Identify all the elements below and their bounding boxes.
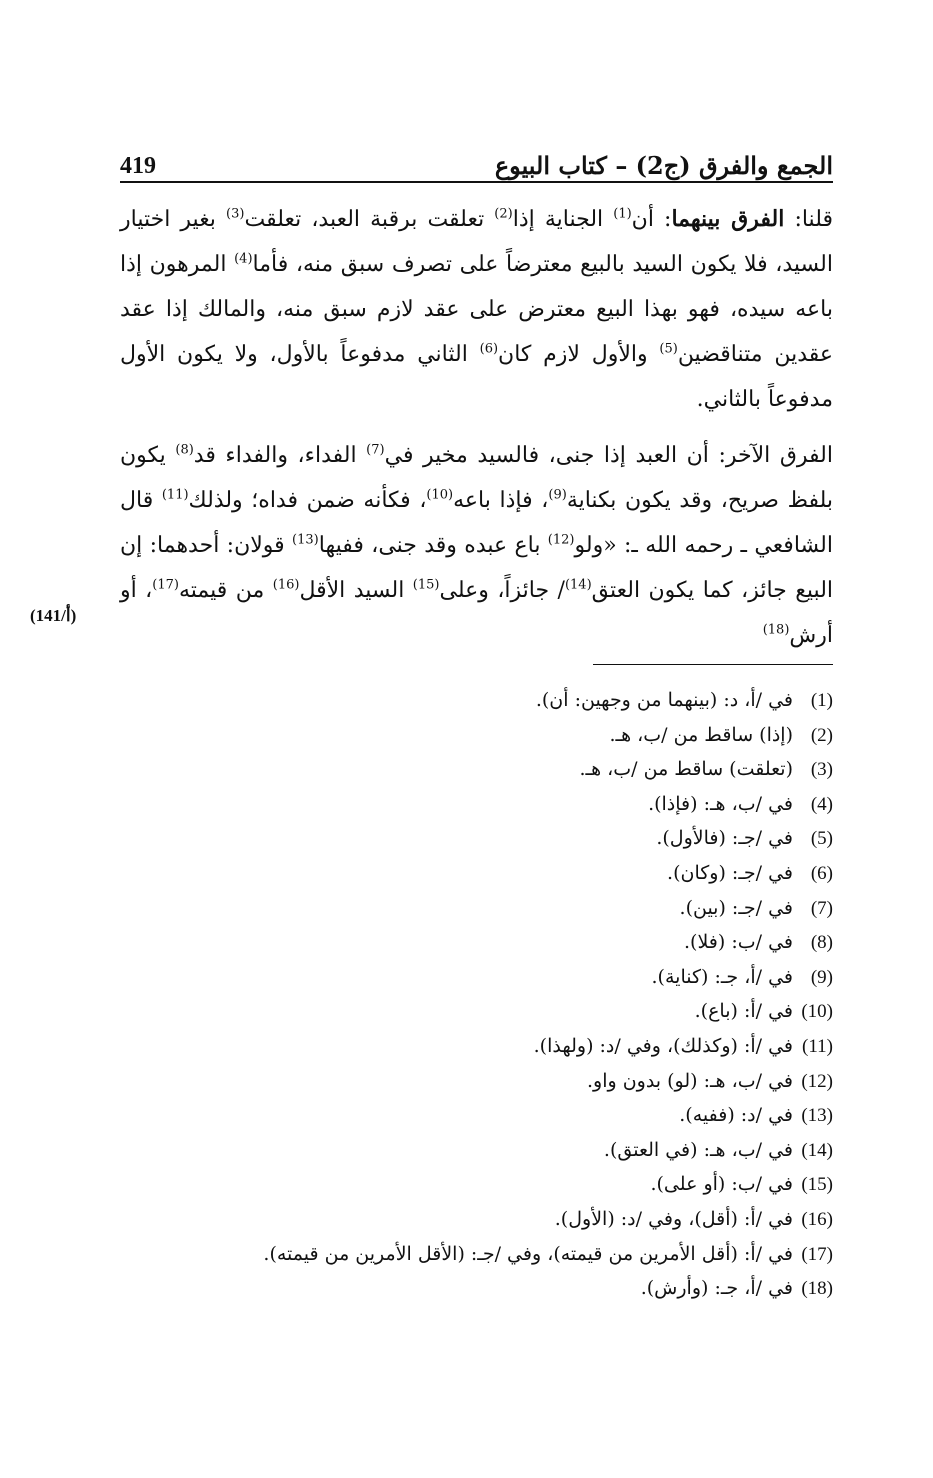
footnote-ref: (14) (564, 577, 592, 593)
footnote-text: (إذا) ساقط من /ب، هـ. (609, 723, 793, 746)
text-span: يكون بلفظ صريح، وقد يكون بكناية (120, 443, 834, 513)
footnote-text: في /جـ: (فالأول). (656, 827, 793, 850)
text-span: الفرق الآخر: أن العبد إذا جنى، فالسيد مخير في (384, 443, 833, 468)
text-span: باع عبده وقد جنى، ففيها (318, 533, 548, 558)
footnote-number: (16) (801, 1208, 833, 1230)
footnote-text: في /أ: (أقل الأمرين من قيمته)، وفي /جـ: (الأقل الأمرين من قيمته). (263, 1242, 793, 1265)
footnote-ref: (7) (366, 442, 385, 458)
text-span: قلنا: (784, 207, 833, 232)
footnote-number: (11) (802, 1035, 833, 1057)
footnote-number: (17) (801, 1243, 833, 1265)
footnote-ref: (17) (152, 577, 179, 593)
footnote-text: في /أ، جـ: (وأرش). (640, 1277, 793, 1300)
footnote-ref: (18) (762, 622, 790, 638)
footnote-number: (15) (801, 1174, 833, 1196)
footnote-ref: (10) (426, 487, 454, 503)
footnote-number: (2) (810, 724, 833, 746)
text-span: قولان: أحدهما: إن البيع جائز، كما يكون العتق (120, 533, 834, 603)
footnote-item (193, 1029, 833, 1064)
paragraph-2 (120, 433, 833, 658)
text-span: من قيمته (179, 578, 273, 603)
footnote-number: (14) (801, 1139, 833, 1161)
text-span: الثاني مدفوعاً بالأول، ولا يكون الأول مدفوعاً بالثاني. (120, 342, 833, 412)
header-rule (120, 181, 833, 183)
footnote-item (193, 891, 833, 926)
footnote-text: في /ب، هـ: (فإذا). (648, 792, 793, 815)
footnote-text: في /أ، د: (بينهما من وجهين: أن). (535, 689, 793, 711)
footnote-number: (18) (801, 1278, 833, 1300)
text-span: المرهون إذا باعه سيده، فهو بهذا البيع معترض على عقد لازم سبق منه، والمالك إذا عقد عقدين متناقضين (120, 252, 834, 367)
footnote-item (193, 1133, 833, 1168)
footnote-text: في /ب، هـ: (في العتق). (603, 1138, 793, 1161)
footnote-ref: (13) (292, 532, 319, 548)
footnote-ref: (9) (548, 487, 567, 503)
footnote-text: في /أ: (باع). (694, 1000, 793, 1023)
running-title: الجمع والفرق (ج2) – كتاب البيوع (494, 151, 833, 180)
text-span: الفداء، والفداء قد (193, 443, 367, 468)
footnote-text: في /د: (ففيه). (679, 1104, 793, 1127)
text-span: ، أو أرش (120, 578, 833, 648)
footnote-number: (12) (801, 1070, 833, 1092)
text-span: تعلقت برقبة العبد، تعلقت (244, 207, 495, 232)
footnote-item (193, 683, 833, 718)
footnote-number: (4) (810, 793, 833, 815)
footnote-text: في /جـ: (وكان). (667, 861, 793, 884)
footnote-number: (7) (810, 897, 833, 919)
footnote-number: (3) (810, 759, 833, 781)
footnote-text: في /أ: (أقل)، وفي /د: (الأول). (554, 1207, 793, 1230)
footnote-item (193, 856, 833, 891)
footnote-item (193, 752, 833, 787)
text-span: والأول لازم كان (498, 342, 660, 367)
footnote-item (193, 1098, 833, 1133)
footnote-item (193, 1202, 833, 1237)
footnote-ref: (6) (479, 341, 499, 357)
footnote-item (193, 994, 833, 1029)
footnote-text: في /أ: (وكذلك)، وفي /د: (ولهذا). (533, 1034, 793, 1057)
footnote-text: في /ب، هـ: (لو) بدون واو. (586, 1069, 793, 1092)
footnote-ref: (1) (613, 206, 632, 222)
text-span: السيد الأقل (299, 578, 413, 603)
text-span: الجناية إذا (512, 207, 614, 232)
footnote-rule (593, 664, 833, 665)
text-span: قال الشافعي ـ رحمه الله ـ: «ولو (120, 488, 833, 558)
footnote-number: (10) (801, 1001, 833, 1023)
footnote-ref: (5) (659, 341, 678, 357)
footnote-text: في /ب: (فلا). (684, 931, 793, 954)
footnote-item (193, 1167, 833, 1202)
text-span: : أن (631, 207, 672, 232)
text-span: / جائزاً، وعلى (439, 578, 565, 603)
footnote-text: في /ب: (أو على). (650, 1173, 793, 1196)
footnote-number: (5) (810, 828, 833, 850)
footnote-number: (6) (810, 862, 833, 884)
footnote-text: في /أ، جـ: (كناية). (651, 965, 793, 988)
footnote-item (193, 1237, 833, 1272)
footnote-item (193, 787, 833, 822)
footnote-ref: (3) (226, 206, 245, 222)
text-span: بغير اختيار السيد، فلا يكون السيد بالبيع معترضاً على تصرف سبق منه، فأما (120, 207, 833, 277)
footnote-ref: (11) (161, 487, 189, 503)
manuscript-folio-ref: (141/أ) (30, 606, 77, 625)
footnote-number: (1) (810, 690, 833, 711)
page-number: 419 (120, 153, 156, 179)
footnote-item (193, 821, 833, 856)
text-span: ، فإذا باعه (453, 488, 549, 513)
footnote-number: (8) (810, 932, 833, 954)
footnote-ref: (4) (234, 251, 253, 267)
bold-heading: الفرق بينهما (671, 206, 785, 232)
footnote-item (193, 960, 833, 995)
footnote-item (193, 1064, 833, 1099)
footnote-number: (9) (810, 966, 833, 988)
footnote-item (193, 718, 833, 753)
running-header (120, 140, 833, 180)
footnote-text: في /جـ: (بين). (679, 896, 793, 919)
footnote-item (193, 1271, 833, 1306)
footnote-ref: (12) (547, 532, 575, 548)
footnote-number: (13) (801, 1105, 833, 1127)
footnote-item (193, 925, 833, 960)
footnote-text: (تعلقت) ساقط من /ب، هـ. (579, 758, 793, 781)
footnote-ref: (8) (175, 442, 194, 458)
footnote-ref: (15) (412, 577, 440, 593)
footnote-ref: (2) (494, 206, 513, 222)
footnote-ref: (16) (272, 577, 300, 593)
text-span: ، فكأنه ضمن فداه؛ ولذلك (188, 488, 427, 513)
paragraph-1 (120, 197, 833, 422)
footnotes-list (193, 683, 833, 1306)
